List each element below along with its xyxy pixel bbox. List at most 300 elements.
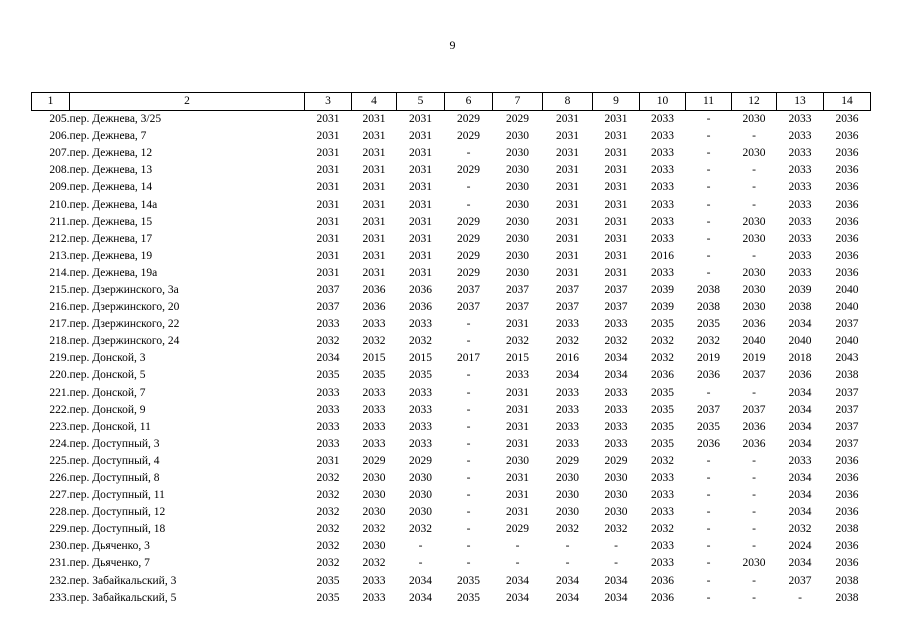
- year-cell: 2031: [362, 181, 386, 194]
- year-cell: -: [466, 369, 471, 382]
- year-cell: 2035: [316, 369, 340, 382]
- year-cell: 2031: [556, 198, 579, 211]
- year-cell: 2035: [651, 437, 674, 450]
- year-cell: 2033: [316, 403, 340, 416]
- year-cell: 2030: [604, 472, 628, 485]
- year-cell: 2038: [835, 574, 859, 587]
- year-cell: -: [466, 437, 471, 450]
- year-cell: -: [706, 147, 711, 160]
- year-cell: 2031: [556, 249, 579, 262]
- year-cell: 2031: [409, 181, 432, 194]
- year-cell: 2031: [556, 147, 579, 160]
- year-cell: 2036: [835, 472, 859, 485]
- year-cell: 2033: [651, 164, 674, 177]
- column-header: 12: [732, 93, 777, 111]
- year-cell: 2030: [506, 181, 529, 194]
- address-cell: пер. Доступный, 4: [69, 454, 160, 467]
- year-cell: 2039: [788, 283, 812, 296]
- year-cell: -: [466, 454, 471, 467]
- year-cell: 2031: [316, 147, 340, 160]
- year-cell: 2039: [651, 301, 674, 314]
- year-cell: 2033: [556, 403, 579, 416]
- year-cell: 2033: [316, 437, 340, 450]
- table-row: [32, 231, 871, 248]
- year-cell: 2031: [604, 147, 628, 160]
- year-cell: 2036: [835, 164, 859, 177]
- year-cell: 2033: [362, 437, 386, 450]
- year-cell: 2038: [697, 283, 720, 296]
- year-cell: 2040: [835, 301, 859, 314]
- year-cell: -: [466, 198, 471, 211]
- year-cell: 2037: [604, 283, 628, 296]
- year-cell: 2015: [362, 352, 386, 365]
- address-cell: пер. Дежнева, 14а: [69, 198, 158, 211]
- year-cell: 2031: [409, 249, 432, 262]
- table-row: [32, 145, 871, 162]
- row-number: 216.: [49, 301, 70, 314]
- year-cell: -: [466, 540, 471, 553]
- year-cell: 2032: [362, 523, 386, 536]
- year-cell: 2033: [604, 386, 628, 399]
- year-cell: 2040: [788, 335, 812, 348]
- year-cell: 2031: [506, 386, 529, 399]
- year-cell: -: [515, 557, 520, 570]
- table-row: [32, 538, 871, 555]
- year-cell: 2037: [457, 301, 480, 314]
- column-header: 7: [493, 93, 543, 111]
- table-row: [32, 385, 871, 402]
- year-cell: 2037: [604, 301, 628, 314]
- year-cell: -: [752, 130, 756, 143]
- year-cell: 2033: [651, 557, 674, 570]
- year-cell: 2035: [651, 318, 674, 331]
- year-cell: 2032: [651, 335, 674, 348]
- year-cell: 2038: [835, 369, 859, 382]
- year-cell: 2032: [506, 335, 529, 348]
- year-cell: -: [466, 557, 471, 570]
- year-cell: 2036: [697, 369, 720, 382]
- address-cell: пер. Дежнева, 7: [69, 130, 147, 143]
- year-cell: -: [565, 540, 570, 553]
- column-header: 2: [70, 93, 305, 111]
- year-cell: 2034: [604, 574, 628, 587]
- year-cell: -: [706, 557, 711, 570]
- year-cell: 2031: [556, 232, 579, 245]
- row-number: 223.: [49, 420, 70, 433]
- table-row: [32, 487, 871, 504]
- year-cell: -: [466, 523, 471, 536]
- table-row: [32, 590, 871, 607]
- table-row: [32, 265, 871, 282]
- year-cell: -: [466, 386, 471, 399]
- column-header: 6: [445, 93, 493, 111]
- year-cell: 2038: [835, 523, 859, 536]
- year-cell: 2036: [835, 540, 859, 553]
- table-row: [32, 196, 871, 213]
- year-cell: 2029: [457, 232, 480, 245]
- year-cell: 2040: [835, 283, 859, 296]
- row-number: 207.: [49, 147, 70, 160]
- year-cell: 2033: [556, 318, 579, 331]
- year-cell: 2031: [556, 181, 579, 194]
- table-row: [32, 555, 871, 572]
- year-cell: -: [798, 591, 802, 604]
- table-row: [32, 282, 871, 299]
- year-cell: 2032: [316, 523, 340, 536]
- address-cell: пер. Дежнева, 15: [69, 215, 153, 228]
- year-cell: 2031: [409, 113, 432, 126]
- year-cell: 2038: [835, 591, 859, 604]
- year-cell: 2029: [457, 113, 480, 126]
- year-cell: 2031: [604, 215, 628, 228]
- year-cell: -: [466, 506, 471, 519]
- row-number: 226.: [49, 472, 70, 485]
- table-row: [32, 316, 871, 333]
- year-cell: 2037: [835, 403, 859, 416]
- column-header: 4: [352, 93, 397, 111]
- address-cell: пер. Донской, 9: [69, 403, 146, 416]
- year-cell: -: [706, 266, 711, 279]
- year-cell: 2033: [651, 472, 674, 485]
- year-cell: 2031: [316, 266, 340, 279]
- address-cell: пер. Дзержинского, 3а: [69, 283, 179, 296]
- year-cell: 2032: [697, 335, 720, 348]
- year-cell: -: [706, 181, 711, 194]
- year-cell: 2033: [362, 420, 386, 433]
- year-cell: 2034: [604, 369, 628, 382]
- year-cell: 2039: [651, 283, 674, 296]
- table-row: [32, 573, 871, 590]
- year-cell: 2031: [604, 164, 628, 177]
- row-number: 208.: [49, 164, 70, 177]
- year-cell: 2030: [742, 557, 766, 570]
- year-cell: 2033: [362, 318, 386, 331]
- address-cell: пер. Доступный, 8: [69, 472, 160, 485]
- year-cell: -: [706, 386, 711, 399]
- year-cell: -: [515, 540, 520, 553]
- year-cell: 2030: [506, 454, 529, 467]
- year-cell: -: [752, 249, 756, 262]
- row-number: 229.: [49, 523, 70, 536]
- row-number: 221.: [49, 386, 70, 399]
- schedule-table: [31, 92, 871, 607]
- year-cell: 2033: [604, 318, 628, 331]
- year-cell: 2019: [697, 352, 720, 365]
- year-cell: 2031: [316, 215, 340, 228]
- address-cell: пер. Забайкальский, 5: [69, 591, 177, 604]
- year-cell: 2036: [835, 454, 859, 467]
- year-cell: 2030: [506, 232, 529, 245]
- year-cell: 2031: [409, 266, 432, 279]
- address-cell: пер. Донской, 11: [69, 420, 151, 433]
- year-cell: -: [706, 540, 711, 553]
- year-cell: 2029: [362, 454, 386, 467]
- year-cell: 2036: [835, 557, 859, 570]
- year-cell: 2037: [556, 301, 579, 314]
- year-cell: 2029: [556, 454, 579, 467]
- year-cell: 2029: [457, 215, 480, 228]
- year-cell: 2017: [457, 352, 480, 365]
- year-cell: -: [466, 318, 471, 331]
- year-cell: 2031: [316, 130, 340, 143]
- year-cell: 2033: [409, 318, 432, 331]
- table-row: [32, 299, 871, 316]
- year-cell: 2030: [742, 232, 766, 245]
- year-cell: -: [706, 489, 711, 502]
- year-cell: 2035: [316, 591, 340, 604]
- year-cell: 2036: [835, 215, 859, 228]
- year-cell: 2036: [835, 506, 859, 519]
- year-cell: 2030: [409, 506, 432, 519]
- year-cell: -: [752, 472, 756, 485]
- address-cell: пер. Дьяченко, 3: [69, 540, 150, 553]
- year-cell: 2037: [788, 574, 812, 587]
- year-cell: 2030: [362, 540, 386, 553]
- year-cell: 2036: [835, 232, 859, 245]
- year-cell: 2036: [835, 113, 859, 126]
- year-cell: 2030: [604, 489, 628, 502]
- address-cell: пер. Дежнева, 12: [69, 147, 153, 160]
- year-cell: 2034: [506, 591, 529, 604]
- year-cell: 2034: [556, 369, 579, 382]
- year-cell: 2034: [788, 557, 812, 570]
- year-cell: -: [706, 591, 711, 604]
- year-cell: 2030: [742, 147, 766, 160]
- year-cell: 2035: [457, 591, 480, 604]
- year-cell: 2030: [604, 506, 628, 519]
- year-cell: 2032: [604, 335, 628, 348]
- year-cell: -: [466, 147, 471, 160]
- year-cell: 2034: [316, 352, 340, 365]
- year-cell: 2031: [409, 232, 432, 245]
- row-number: 230.: [49, 540, 70, 553]
- year-cell: 2037: [835, 318, 859, 331]
- year-cell: 2033: [651, 181, 674, 194]
- year-cell: 2031: [362, 113, 386, 126]
- year-cell: 2030: [742, 215, 766, 228]
- row-number: 209.: [49, 181, 70, 194]
- table-row: [32, 162, 871, 179]
- year-cell: -: [466, 489, 471, 502]
- row-number: 232.: [49, 574, 70, 587]
- year-cell: -: [752, 164, 756, 177]
- table-row: [32, 248, 871, 265]
- year-cell: 2031: [556, 215, 579, 228]
- year-cell: 2036: [697, 437, 720, 450]
- address-cell: пер. Дежнева, 13: [69, 164, 153, 177]
- year-cell: 2033: [788, 113, 812, 126]
- year-cell: 2034: [788, 403, 812, 416]
- table-row: [32, 367, 871, 384]
- year-cell: -: [706, 506, 711, 519]
- address-cell: пер. Дежнева, 17: [69, 232, 153, 245]
- year-cell: 2018: [788, 352, 812, 365]
- table-row: [32, 402, 871, 419]
- year-cell: 2036: [409, 301, 432, 314]
- year-cell: 2034: [788, 506, 812, 519]
- year-cell: 2031: [362, 147, 386, 160]
- year-cell: 2036: [835, 181, 859, 194]
- year-cell: -: [418, 557, 423, 570]
- year-cell: 2033: [788, 266, 812, 279]
- year-cell: 2030: [506, 147, 529, 160]
- year-cell: 2032: [362, 335, 386, 348]
- row-number: 233.: [49, 591, 70, 604]
- year-cell: 2037: [457, 283, 480, 296]
- column-header: 10: [640, 93, 686, 111]
- row-number: 215.: [49, 283, 70, 296]
- year-cell: 2031: [316, 181, 340, 194]
- address-cell: пер. Дзержинского, 24: [69, 335, 180, 348]
- table-row: [32, 333, 871, 350]
- year-cell: 2031: [362, 232, 386, 245]
- year-cell: 2031: [362, 198, 386, 211]
- year-cell: 2032: [788, 523, 812, 536]
- year-cell: 2031: [316, 198, 340, 211]
- year-cell: 2024: [788, 540, 812, 553]
- year-cell: 2031: [506, 489, 529, 502]
- year-cell: 2031: [604, 249, 628, 262]
- year-cell: 2030: [362, 506, 386, 519]
- year-cell: 2032: [316, 557, 340, 570]
- year-cell: 2033: [409, 403, 432, 416]
- year-cell: 2029: [457, 266, 480, 279]
- year-cell: 2032: [556, 523, 579, 536]
- table-row: [32, 436, 871, 453]
- year-cell: 2030: [409, 489, 432, 502]
- year-cell: 2032: [651, 454, 674, 467]
- column-header: 13: [777, 93, 824, 111]
- year-cell: 2033: [651, 232, 674, 245]
- year-cell: 2029: [506, 523, 529, 536]
- year-cell: 2032: [316, 335, 340, 348]
- year-cell: 2033: [788, 164, 812, 177]
- year-cell: 2034: [788, 489, 812, 502]
- address-cell: пер. Доступный, 12: [69, 506, 166, 519]
- year-cell: -: [466, 335, 471, 348]
- year-cell: 2029: [457, 130, 480, 143]
- address-cell: пер. Донской, 5: [69, 369, 146, 382]
- year-cell: 2034: [604, 591, 628, 604]
- year-cell: 2031: [604, 130, 628, 143]
- year-cell: 2032: [316, 540, 340, 553]
- column-header: 9: [593, 93, 640, 111]
- year-cell: 2030: [742, 301, 766, 314]
- year-cell: 2019: [742, 352, 766, 365]
- year-cell: 2016: [651, 249, 674, 262]
- row-number: 218.: [49, 335, 70, 348]
- year-cell: 2036: [835, 198, 859, 211]
- year-cell: 2033: [316, 386, 340, 399]
- year-cell: 2031: [316, 164, 340, 177]
- table-body: [32, 111, 871, 607]
- year-cell: 2037: [742, 369, 766, 382]
- year-cell: 2033: [651, 130, 674, 143]
- row-number: 212.: [49, 232, 70, 245]
- table-row: [32, 179, 871, 196]
- year-cell: 2034: [788, 318, 812, 331]
- year-cell: 2034: [604, 352, 628, 365]
- year-cell: -: [752, 198, 756, 211]
- year-cell: 2033: [788, 130, 812, 143]
- column-header: 11: [686, 93, 732, 111]
- row-number: 210.: [49, 198, 70, 211]
- year-cell: 2034: [788, 437, 812, 450]
- year-cell: 2033: [788, 232, 812, 245]
- year-cell: 2030: [362, 489, 386, 502]
- address-cell: пер. Дежнева, 3/25: [69, 113, 162, 126]
- year-cell: -: [466, 403, 471, 416]
- year-cell: 2032: [316, 506, 340, 519]
- year-cell: 2029: [409, 454, 432, 467]
- year-cell: -: [706, 198, 711, 211]
- address-cell: пер. Донской, 3: [69, 352, 146, 365]
- year-cell: 2031: [604, 198, 628, 211]
- row-number: 217.: [49, 318, 70, 331]
- year-cell: 2030: [742, 113, 766, 126]
- year-cell: 2033: [316, 318, 340, 331]
- address-cell: пер. Дзержинского, 22: [69, 318, 180, 331]
- year-cell: 2031: [362, 164, 386, 177]
- year-cell: 2032: [409, 523, 432, 536]
- year-cell: -: [706, 113, 711, 126]
- year-cell: 2034: [788, 386, 812, 399]
- year-cell: 2030: [556, 506, 579, 519]
- year-cell: 2037: [316, 301, 340, 314]
- address-cell: пер. Доступный, 11: [69, 489, 165, 502]
- year-cell: 2030: [362, 472, 386, 485]
- year-cell: 2031: [556, 130, 579, 143]
- column-header: 8: [543, 93, 593, 111]
- row-number: 211.: [49, 215, 70, 228]
- year-cell: 2033: [788, 181, 812, 194]
- year-cell: 2033: [651, 506, 674, 519]
- year-cell: 2034: [788, 472, 812, 485]
- row-number: 214.: [49, 266, 70, 279]
- year-cell: 2030: [506, 266, 529, 279]
- year-cell: 2036: [788, 369, 812, 382]
- year-cell: 2032: [316, 489, 340, 502]
- year-cell: 2036: [651, 369, 674, 382]
- year-cell: -: [752, 506, 756, 519]
- year-cell: 2031: [506, 437, 529, 450]
- year-cell: 2036: [835, 489, 859, 502]
- year-cell: 2031: [604, 266, 628, 279]
- year-cell: 2030: [506, 215, 529, 228]
- year-cell: -: [614, 540, 618, 553]
- year-cell: -: [706, 249, 711, 262]
- year-cell: 2032: [362, 557, 386, 570]
- table-header-row: [32, 93, 871, 111]
- year-cell: 2031: [506, 403, 529, 416]
- year-cell: 2031: [506, 472, 529, 485]
- page-number: 9: [449, 38, 456, 52]
- table-row: [32, 214, 871, 231]
- year-cell: 2033: [651, 266, 674, 279]
- year-cell: 2033: [788, 249, 812, 262]
- year-cell: 2037: [835, 420, 859, 433]
- year-cell: 2033: [651, 113, 674, 126]
- year-cell: -: [752, 489, 756, 502]
- year-cell: 2035: [409, 369, 432, 382]
- row-number: 220.: [49, 369, 70, 382]
- year-cell: 2029: [457, 249, 480, 262]
- row-number: 224.: [49, 437, 70, 450]
- year-cell: 2033: [788, 454, 812, 467]
- address-cell: пер. Забайкальский, 3: [69, 574, 177, 587]
- year-cell: 2031: [604, 181, 628, 194]
- year-cell: 2031: [409, 147, 432, 160]
